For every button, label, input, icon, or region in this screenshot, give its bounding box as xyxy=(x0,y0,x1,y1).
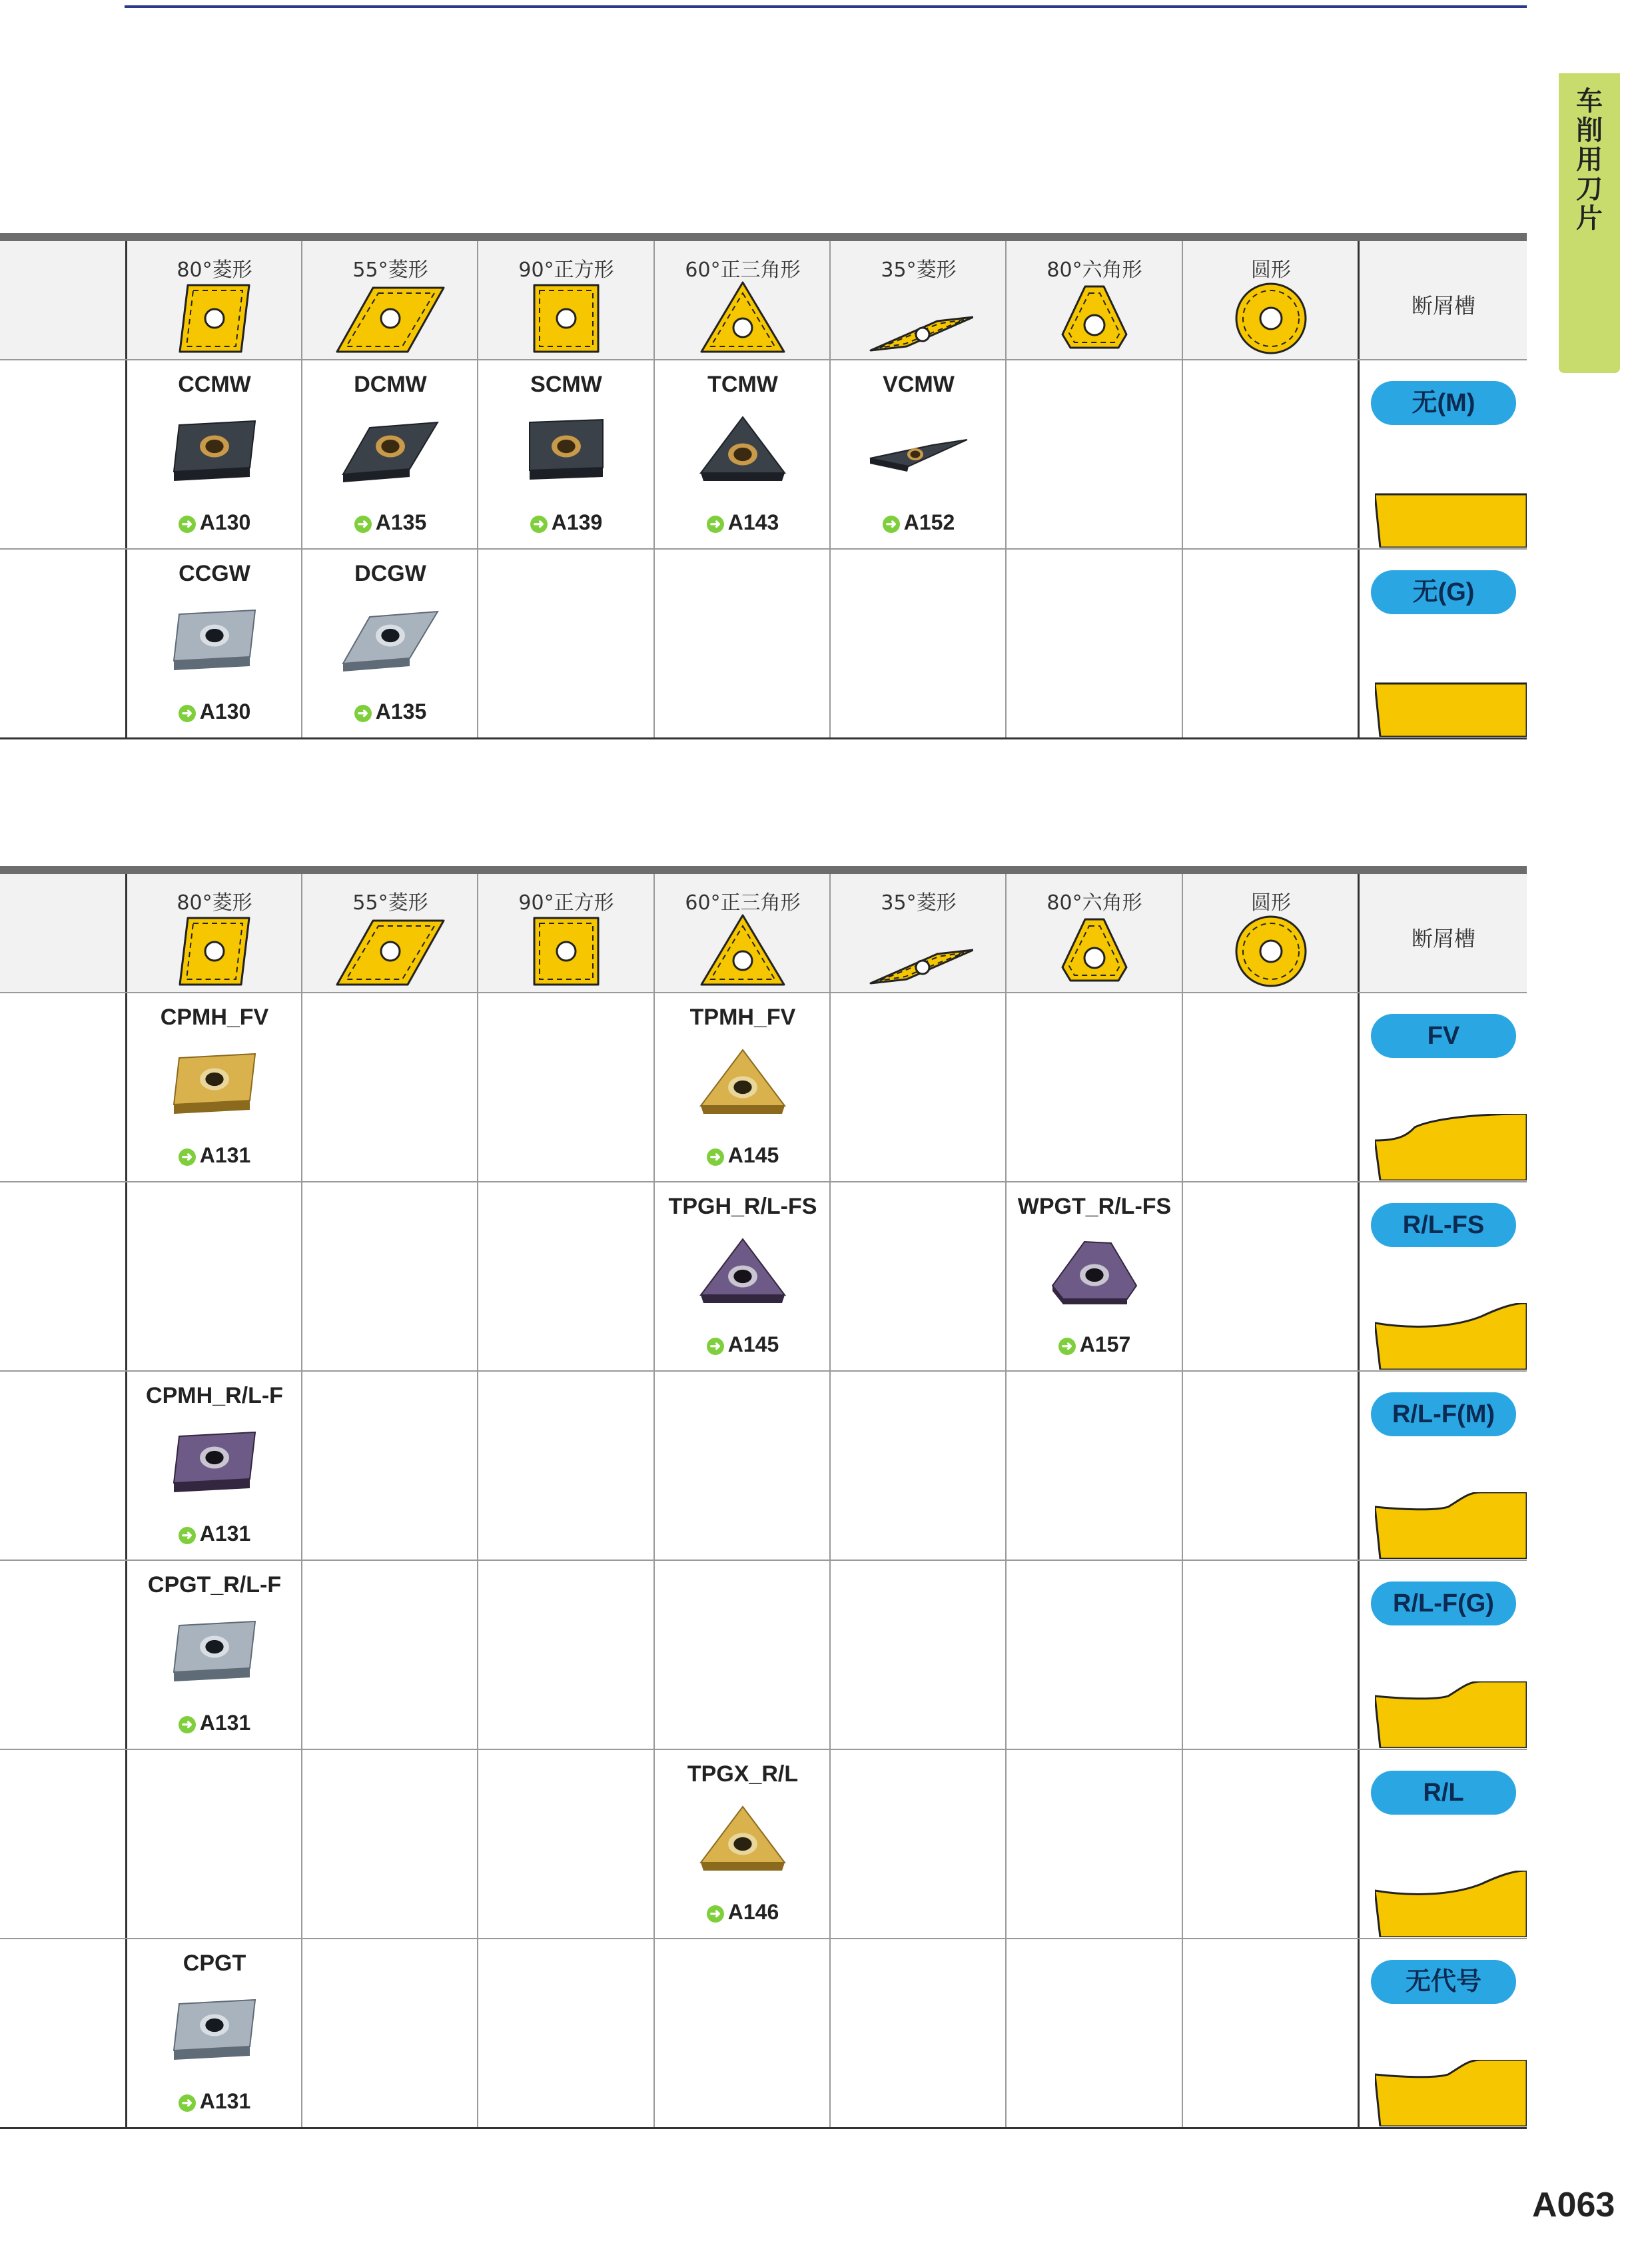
chipbreaker-header-label: 断屑槽 xyxy=(1411,293,1475,318)
shape-label: 90°正方形 xyxy=(518,891,614,915)
page-number: A063 xyxy=(1532,2186,1615,2224)
column-divider xyxy=(125,874,127,2128)
chipbreaker-badge[interactable]: R/L-F(M) xyxy=(1371,1392,1516,1436)
insert-photo-icon xyxy=(693,1046,793,1119)
column-divider xyxy=(829,241,831,738)
column-divider xyxy=(653,241,655,738)
column-divider xyxy=(1358,874,1360,2128)
top-rule xyxy=(125,5,1527,8)
shape-header-5 xyxy=(1007,874,1182,993)
arrow-right-icon: ➜ xyxy=(179,1148,196,1166)
shape-label: 80°六角形 xyxy=(1046,258,1142,282)
arrow-right-icon: ➜ xyxy=(707,1905,724,1923)
chipbreaker-badge[interactable]: R/L-F(G) xyxy=(1371,1581,1516,1625)
shape-label: 80°菱形 xyxy=(177,258,252,282)
shape-header-4 xyxy=(831,241,1007,360)
page-reference-link[interactable] xyxy=(127,1711,302,1735)
square-90-icon xyxy=(512,914,621,989)
column-divider xyxy=(653,874,655,2128)
page-reference-link[interactable] xyxy=(655,1143,831,1168)
column-divider xyxy=(477,874,478,2128)
column-divider xyxy=(301,874,302,2128)
column-divider xyxy=(1182,241,1183,738)
page-reference-label: A145 xyxy=(727,1143,779,1167)
rhombus-55-icon xyxy=(336,914,445,989)
chipbreaker-header xyxy=(1360,241,1527,360)
column-divider xyxy=(1358,241,1360,738)
row-divider xyxy=(0,1938,1527,1939)
insert-code[interactable]: CPGT_R/L-F xyxy=(147,1572,282,1597)
page-reference-label: A143 xyxy=(727,510,779,534)
insert-photo-icon xyxy=(869,413,969,486)
insert-photo-icon xyxy=(340,602,440,675)
chipbreaker-badge[interactable]: FV xyxy=(1371,1014,1516,1058)
row-divider xyxy=(0,548,1527,550)
arrow-right-icon: ➜ xyxy=(179,2094,196,2112)
page-reference-link[interactable] xyxy=(127,2089,302,2114)
rhombus-55-icon xyxy=(336,281,445,356)
rhombus-80-icon xyxy=(160,914,269,989)
shape-label: 圆形 xyxy=(1251,891,1291,915)
row-divider xyxy=(0,1749,1527,1750)
shape-label: 55°菱形 xyxy=(352,258,428,282)
shape-header-1 xyxy=(302,241,478,360)
insert-code[interactable]: TPGX_R/L xyxy=(687,1761,799,1787)
shape-label: 60°正三角形 xyxy=(685,891,801,915)
shape-label: 35°菱形 xyxy=(881,891,957,915)
page-reference-link[interactable] xyxy=(478,510,654,535)
row-divider xyxy=(0,2127,1527,2129)
arrow-right-icon: ➜ xyxy=(530,516,548,533)
insert-photo-icon xyxy=(165,1424,264,1498)
page-reference-link[interactable] xyxy=(831,510,1007,535)
row-divider xyxy=(0,1181,1527,1182)
page-reference-label: A131 xyxy=(199,2089,251,2113)
arrow-right-icon: ➜ xyxy=(707,1148,724,1166)
insert-photo-icon xyxy=(516,413,616,486)
page-reference-label: A135 xyxy=(375,510,427,534)
insert-photo-icon xyxy=(340,413,440,486)
row-divider xyxy=(0,737,1527,739)
page-reference-label: A131 xyxy=(199,1143,251,1167)
chipbreaker-header-label: 断屑槽 xyxy=(1411,926,1475,951)
column-divider xyxy=(829,874,831,2128)
page-reference-link[interactable] xyxy=(127,1143,302,1168)
insert-photo-icon xyxy=(165,1046,264,1119)
shape-header-2 xyxy=(478,241,654,360)
insert-code[interactable]: CCGW xyxy=(179,561,250,586)
arrow-right-icon: ➜ xyxy=(1058,1338,1076,1355)
triangle-60-icon xyxy=(688,914,797,989)
page-reference-label: A130 xyxy=(199,510,251,534)
chipbreaker-header xyxy=(1360,874,1527,993)
arrow-right-icon: ➜ xyxy=(179,516,196,533)
arrow-right-icon: ➜ xyxy=(354,705,372,722)
insert-table-2 xyxy=(0,866,1527,2128)
insert-code[interactable]: WPGT_R/L-FS xyxy=(1017,1194,1172,1219)
shape-header-5 xyxy=(1007,241,1182,360)
shape-header-2 xyxy=(478,874,654,993)
chipbreaker-badge[interactable]: 无(G) xyxy=(1371,570,1516,614)
insert-code[interactable]: DCMW xyxy=(354,372,427,397)
rhombus-35-icon xyxy=(864,281,973,356)
shape-label: 60°正三角形 xyxy=(685,258,801,282)
row-divider xyxy=(0,359,1527,360)
shape-label: 55°菱形 xyxy=(352,891,428,915)
row-divider xyxy=(0,1560,1527,1561)
shape-header-4 xyxy=(831,874,1007,993)
insert-code[interactable]: VCMW xyxy=(883,372,955,397)
arrow-right-icon: ➜ xyxy=(179,705,196,722)
triangle-60-icon xyxy=(688,281,797,356)
page-reference-label: A130 xyxy=(199,699,251,723)
insert-photo-icon xyxy=(693,1803,793,1876)
insert-photo-icon xyxy=(165,602,264,675)
page-reference-label: A139 xyxy=(551,510,603,534)
column-divider xyxy=(1182,874,1183,2128)
page-reference-link[interactable] xyxy=(127,699,302,724)
insert-photo-icon xyxy=(165,413,264,486)
row-divider xyxy=(0,992,1527,993)
arrow-right-icon: ➜ xyxy=(179,1527,196,1544)
chipbreaker-badge[interactable]: R/L-FS xyxy=(1371,1203,1516,1247)
page-reference-label: A131 xyxy=(199,1711,251,1735)
table-top-bar xyxy=(0,233,1527,241)
round-icon xyxy=(1216,914,1326,989)
insert-photo-icon xyxy=(1044,1235,1144,1308)
insert-code[interactable]: CPMH_R/L-F xyxy=(146,1383,283,1408)
shape-header-1 xyxy=(302,874,478,993)
page-reference-link[interactable] xyxy=(127,1522,302,1546)
arrow-right-icon: ➜ xyxy=(883,516,900,533)
shape-header-6 xyxy=(1183,874,1359,993)
column-divider xyxy=(1005,241,1007,738)
insert-code[interactable]: CPMH_FV xyxy=(160,1005,269,1030)
page-reference-link[interactable] xyxy=(127,510,302,535)
page-reference-label: A131 xyxy=(199,1522,251,1546)
side-tab[interactable] xyxy=(1559,73,1620,373)
chipbreaker-profile-icon xyxy=(1375,481,1527,548)
chipbreaker-profile-icon xyxy=(1375,670,1527,737)
chipbreaker-profile-icon xyxy=(1375,2060,1527,2126)
shape-header-3 xyxy=(655,874,831,993)
insert-photo-icon xyxy=(693,1235,793,1308)
insert-photo-icon xyxy=(165,1992,264,2065)
arrow-right-icon: ➜ xyxy=(707,1338,724,1355)
row-divider xyxy=(0,1370,1527,1372)
column-divider xyxy=(125,241,127,738)
insert-table-1 xyxy=(0,233,1527,738)
insert-code[interactable]: TCMW xyxy=(707,372,778,397)
table-top-bar xyxy=(0,866,1527,874)
shape-header-6 xyxy=(1183,241,1359,360)
page-reference-link[interactable] xyxy=(302,510,478,535)
rhombus-80-icon xyxy=(160,281,269,356)
shape-label: 90°正方形 xyxy=(518,258,614,282)
shape-header-3 xyxy=(655,241,831,360)
page-reference-label: A157 xyxy=(1079,1332,1131,1356)
chipbreaker-badge[interactable]: 无代号 xyxy=(1371,1960,1516,2004)
insert-photo-icon xyxy=(693,413,793,486)
chipbreaker-profile-icon xyxy=(1375,1303,1527,1370)
shape-label: 80°六角形 xyxy=(1046,891,1142,915)
chipbreaker-profile-icon xyxy=(1375,1114,1527,1180)
insert-code[interactable]: TPMH_FV xyxy=(689,1005,796,1030)
shape-label: 35°菱形 xyxy=(881,258,957,282)
shape-label: 80°菱形 xyxy=(177,891,252,915)
chipbreaker-profile-icon xyxy=(1375,1681,1527,1748)
page-reference-link[interactable] xyxy=(302,699,478,724)
insert-photo-icon xyxy=(165,1613,264,1687)
header-row xyxy=(0,874,1527,993)
square-90-icon xyxy=(512,281,621,356)
hexagon-80-icon xyxy=(1040,281,1149,356)
arrow-right-icon: ➜ xyxy=(707,516,724,533)
page-reference-link[interactable] xyxy=(1007,1332,1182,1357)
insert-code[interactable]: SCMW xyxy=(530,372,602,397)
page-reference-label: A135 xyxy=(375,699,427,723)
hexagon-80-icon xyxy=(1040,914,1149,989)
header-row xyxy=(0,241,1527,360)
insert-code[interactable]: TPGH_R/L-FS xyxy=(668,1194,817,1219)
column-divider xyxy=(477,241,478,738)
page-reference-label: A145 xyxy=(727,1332,779,1356)
arrow-right-icon: ➜ xyxy=(354,516,372,533)
chipbreaker-profile-icon xyxy=(1375,1492,1527,1559)
column-divider xyxy=(1005,874,1007,2128)
chipbreaker-badge[interactable]: R/L xyxy=(1371,1771,1516,1815)
shape-label: 圆形 xyxy=(1251,258,1291,282)
arrow-right-icon: ➜ xyxy=(179,1716,196,1733)
chipbreaker-profile-icon xyxy=(1375,1871,1527,1937)
page-reference-link[interactable] xyxy=(655,1900,831,1925)
round-icon xyxy=(1216,281,1326,356)
page-reference-link[interactable] xyxy=(655,510,831,535)
side-tab-label: 车 削 用 刀 片 xyxy=(1576,86,1603,234)
insert-code[interactable]: CPGT xyxy=(183,1951,246,1976)
page-reference-label: A152 xyxy=(903,510,955,534)
page-reference-link[interactable] xyxy=(655,1332,831,1357)
column-divider xyxy=(301,241,302,738)
insert-code[interactable]: CCMW xyxy=(178,372,251,397)
shape-header-0 xyxy=(127,241,302,360)
chipbreaker-badge[interactable]: 无(M) xyxy=(1371,381,1516,425)
rhombus-35-icon xyxy=(864,914,973,989)
page-reference-label: A146 xyxy=(727,1900,779,1924)
insert-code[interactable]: DCGW xyxy=(354,561,426,586)
shape-header-0 xyxy=(127,874,302,993)
